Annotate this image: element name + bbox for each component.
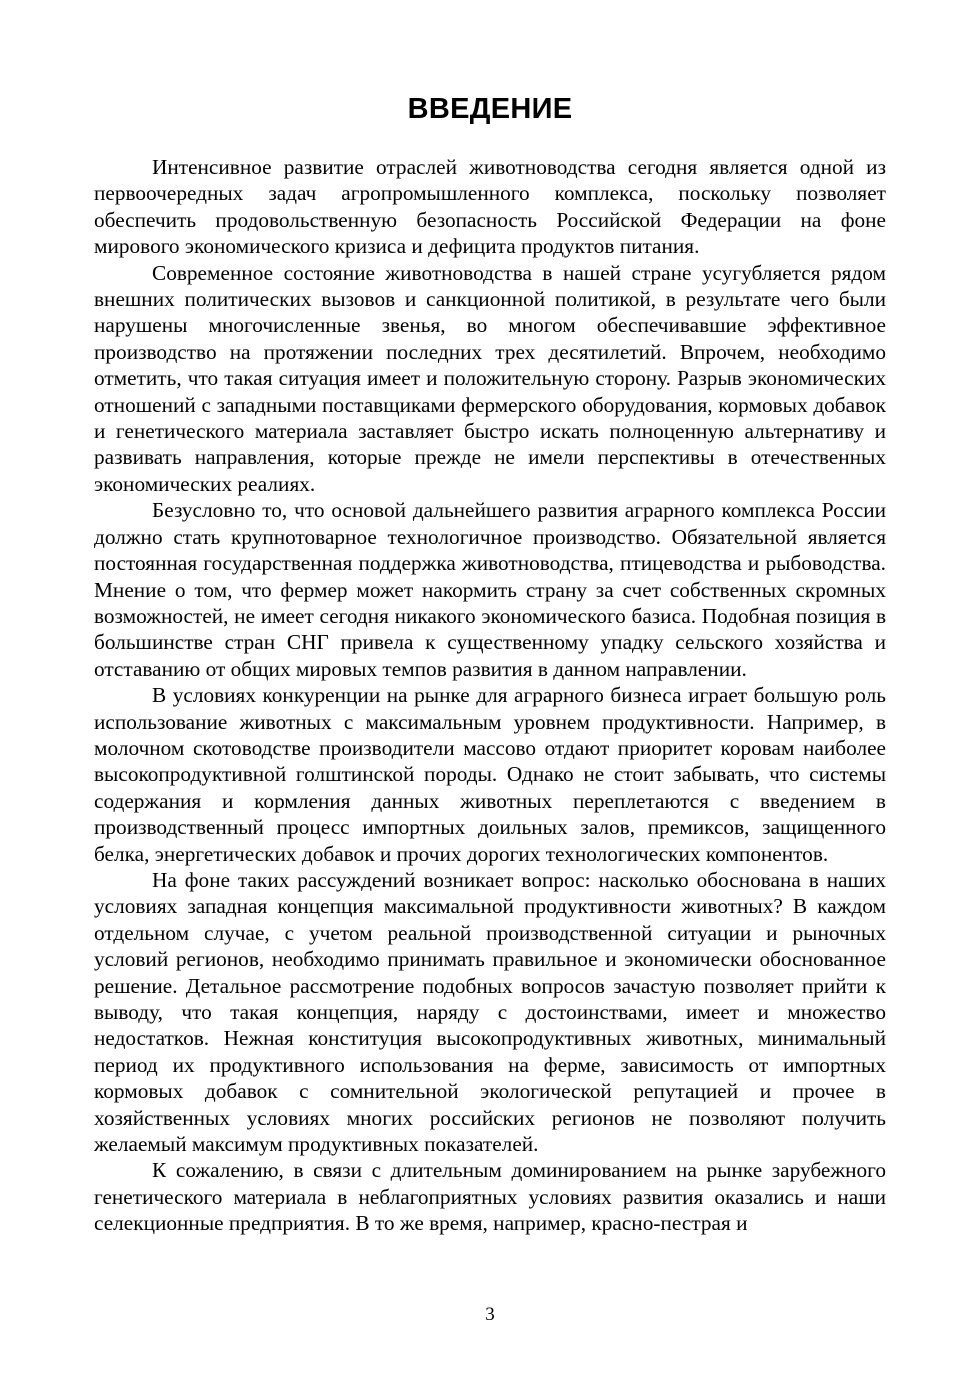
paragraph-2: Современное состояние животноводства в нашей стране усугубляется рядом внешних политических вызовов и санкционной политикой, в результате чего были нарушены многочисленные звенья, во многом обеспечивавшие эффективное производство на протяжении последних трех десятилетий. Впрочем, необходимо отметить, что такая ситуация имеет и положительную сторону. Разрыв экономических отношений с западными поставщиками фермерского оборудования, кормовых добавок и генетического материала заставляет быстро искать полноценную альтернативу и развивать направления, которые прежде не имели перспективы в отечественных экономических реалиях. xyxy=(94,260,886,496)
paragraph-3: Безусловно то, что основой дальнейшего развития аграрного комплекса России должно стать крупнотоварное технологичное производство. Обязательной является постоянная государственная поддержка животноводства, птицеводства и рыбоводства. Мнение о том, что фермер может накормить страну за счет собственных скромных возможностей, не имеет сегодня никакого экономического базиса. Подобная позиция в большинстве стран СНГ привела к существенному упадку сельского хозяйства и отставанию от общих мировых темпов развития в данном направлении. xyxy=(94,498,886,681)
page-number: 3 xyxy=(485,1304,495,1325)
paragraph-4: В условиях конкуренции на рынке для аграрного бизнеса играет большую роль использование животных с максимальным уровнем продуктивности. Например, в молочном скотоводстве производители массово отдают приоритет коровам наиболее высокопродуктивной голштинской породы. Однако не стоит забывать, что системы содержания и кормления данных животных переплетаются с введением в производственный процесс импортных доильных залов, премиксов, защищенного белка, энергетических добавок и прочих дорогих технологических компонентов. xyxy=(94,683,886,866)
paragraph-6: К сожалению, в связи с длительным доминированием на рынке зарубежного генетического материала в неблагоприятных условиях развития оказались и наши селекционные предприятия. В то же время, например, красно-пестрая и xyxy=(94,1158,886,1236)
paragraph-1: Интенсивное развитие отраслей животноводства сегодня является одной из первоочередных задач агропромышленного комплекса, поскольку позволяет обеспечить продовольственную безопасность Российской Федерации на фоне мирового экономического кризиса и дефицита продуктов питания. xyxy=(94,155,886,259)
paragraph-5: На фоне таких рассуждений возникает вопрос: насколько обоснована в наших условиях западная концепция максимальной продуктивности животных? В каждом отдельном случае, с учетом реальной производственной ситуации и рыночных условий регионов, необходимо принимать правильное и экономически обоснованное решение. Детальное рассмотрение подобных вопросов зачастую позволяет прийти к выводу, что такая концепция, наряду с достоинствами, имеет и множество недостатков. Нежная конституция высокопродуктивных животных, минимальный период их продуктивного использования на ферме, зависимость от импортных кормовых добавок с сомнительной экологической репутацией и прочее в хозяйственных условиях многих российских регионов не позволяют получить желаемый максимум продуктивных показателей. xyxy=(94,867,886,1157)
page-title: ВВЕДЕНИЕ xyxy=(407,93,573,125)
